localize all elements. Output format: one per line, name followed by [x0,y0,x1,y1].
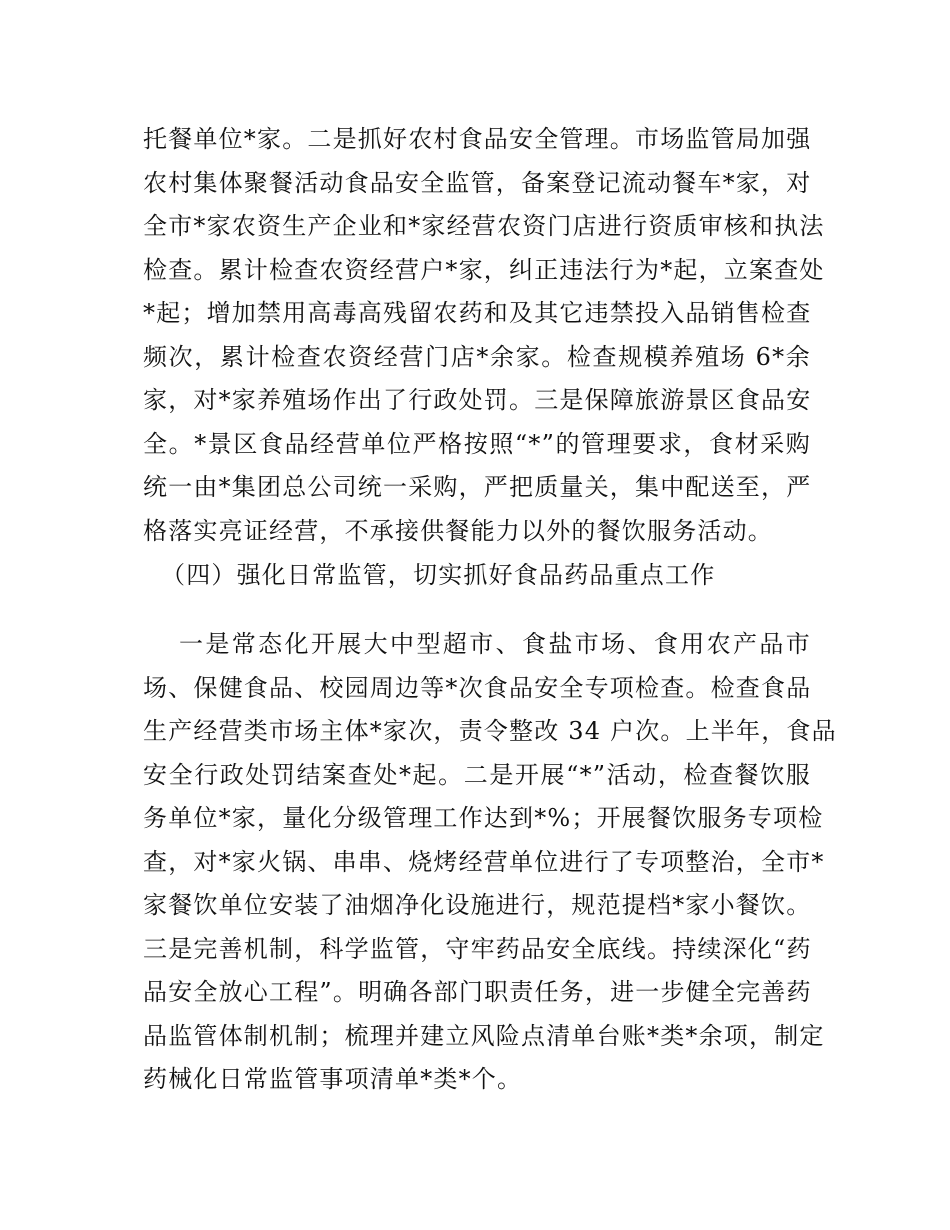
text-line: *起；增加禁用高毒高残留农药和及其它违禁投入品销售检查 [143,299,812,327]
section-heading: （四）强化日常监管，切实抓好食品药品重点工作 [161,561,716,589]
text-line: 家，对*家养殖场作出了行政处罚。三是保障旅游景区食品安 [143,386,812,414]
text-line: 务单位*家，量化分级管理工作达到*%；开展餐饮服务专项检 [143,804,824,832]
text-line: 托餐单位*家。二是抓好农村食品安全管理。市场监管局加强 [143,125,812,153]
text-line: 生产经营类市场主体*家次，责令整改 34 户次。上半年，食品 [143,717,837,745]
text-line: 场、保健食品、校园周边等*次食品安全专项检查。检查食品 [143,673,812,702]
text-line: 品安全放心工程”。明确各部门职责任务，进一步健全完善药 [143,978,812,1006]
text-line: 三是完善机制，科学监管，守牢药品安全底线。持续深化“药 [143,934,812,963]
text-line: 农村集体聚餐活动食品安全监管，备案登记流动餐车*家，对 [143,168,812,197]
text-line: 查，对*家火锅、串串、烧烤经营单位进行了专项整治，全市* [143,847,825,876]
text-line: 全市*家农资生产企业和*家经营农资门店进行资质审核和执法 [143,212,825,240]
paragraph-2 [143,623,837,1102]
text-line: 检查。累计检查农资经营户*家，纠正违法行为*起，立案查处 [143,255,825,284]
text-line: 安全行政处罚结案查处*起。二是开展“*”活动，检查餐饮服 [143,760,811,789]
text-line: 药械化日常监管事项清单*类*个。 [143,1065,523,1093]
section-heading-block [143,554,811,598]
text-line: 全。*景区食品经营单位严格按照“*”的管理要求，食材采购 [143,429,811,458]
text-line: 统一由*集团总公司统一采购，严把质量关，集中配送至，严 [143,473,812,501]
text-line: 一是常态化开展大中型超市、食盐市场、食用农产品市 [179,630,811,658]
text-line: 频次，累计检查农资经营门店*余家。检查规模养殖场 6*余 [143,342,811,371]
text-line: 格落实亮证经营，不承接供餐能力以外的餐饮服务活动。 [143,516,773,545]
paragraph-1 [143,118,825,553]
text-line: 家餐饮单位安装了油烟净化设施进行，规范提档*家小餐饮。 [143,891,812,919]
text-line: 品监管体制机制；梳理并建立风险点清单台账*类*余项，制定 [143,1021,825,1050]
